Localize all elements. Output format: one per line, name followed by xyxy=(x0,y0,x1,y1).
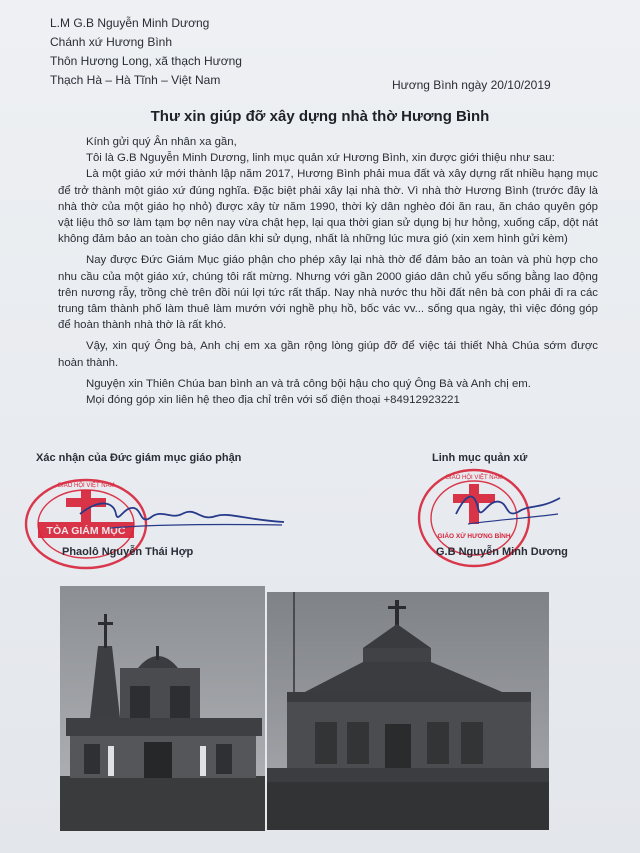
priest-name: G.B Nguyễn Minh Dương xyxy=(436,546,568,558)
priest-caption: Linh mục quản xứ xyxy=(432,452,528,464)
paragraph-1: Là một giáo xứ mới thành lập năm 2017, Hương Bình phải mua đất và xây dựng rất nhiều hạng mục để trở thành một giáo xứ đúng nghĩa. Đặc biệt phải xây lại nhà thờ. Vì nhà thờ Hương Bình (trước đây là nhà thờ của một giáo họ nhỏ) được xây từ năm 1990, thời kỳ dân nghèo đói ăn rau, ăn cháo quyên góp vật liệu thô sơ làm tạm bợ nên nay vừa chật hẹp, lại qua thời gian sử dụng bị hư hỏng, xuống cấp, dột nát không đảm bảo an toàn cho giáo dân khi sử dụng, nhất là những lúc mưa gió (xin xem hình gửi kèm) xyxy=(58,168,598,246)
paragraph-4: Nguyện xin Thiên Chúa ban bình an và trả công bội hậu cho quý Ông Bà và Anh chị em. xyxy=(86,377,531,390)
intro-paragraph: Tôi là G.B Nguyễn Minh Dương, linh mục quản xứ Hương Bình, xin được giới thiệu như sau: xyxy=(86,152,555,165)
bishop-name: Phaolô Nguyễn Thái Hợp xyxy=(62,546,194,558)
bishop-confirmation-caption: Xác nhận của Đức giám mục giáo phận xyxy=(36,452,242,464)
sender-line-2: Chánh xứ Hương Bình xyxy=(50,35,172,49)
church-photo-left-icon xyxy=(60,586,265,831)
dateline: Hương Bình ngày 20/10/2019 xyxy=(392,78,551,92)
letter-body xyxy=(58,134,598,408)
greeting: Kính gửi quý Ân nhân xa gần, xyxy=(86,136,237,148)
seal-left-ring: GIÁO HỘI VIỆT NAM xyxy=(57,483,115,489)
letter-title: Thư xin giúp đỡ xây dựng nhà thờ Hương Bình xyxy=(150,108,490,125)
paragraph-3: Vậy, xin quý Ông bà, Anh chị em xa gần rộng lòng giúp đỡ để việc tái thiết Nhà Chúa sớm được hoàn thành. xyxy=(58,340,598,369)
sender-address xyxy=(50,14,242,90)
seal-right-text: GIÁO XỨ HƯƠNG BÌNH xyxy=(437,533,511,540)
paragraph-5: Mọi đóng góp xin liên hệ theo địa chỉ trên với số điện thoại +84912923221 xyxy=(86,394,460,407)
paragraph-2: Nay được Đức Giám Mục giáo phận cho phép xây lại nhà thờ để đảm bảo an toàn và phù hợp cho nhu cầu của một giáo xứ, chúng tôi rất mừng. Nhưng với gần 2000 giáo dân chủ yếu sống bằng lao động trên nương rẫy, trồng chè trên đồi núi lợi tức rất thấp. Nay nhà nước thu hồi đất nên bà con phải đi ra các trung tâm thành phố làm thuê làm mướn với nghề phụ hồ, bốc vác vv... sống qua ngày, thì việc đóng góp để hoàn thành nhà thờ là rất khó. xyxy=(58,254,598,332)
seal-right-ring: GIÁO HỘI VIỆT NAM xyxy=(445,475,503,481)
seal-left-text: TÒA GIÁM MỤC xyxy=(46,525,126,537)
church-photo-right-icon xyxy=(267,592,549,830)
sender-line-4: Thạch Hà – Hà Tĩnh – Việt Nam xyxy=(50,73,221,87)
priest-signature-icon xyxy=(448,484,568,532)
sender-line-3: Thôn Hương Long, xã thạch Hương xyxy=(50,54,242,68)
bishop-signature-icon xyxy=(70,494,290,534)
sender-line-1: L.M G.B Nguyễn Minh Dương xyxy=(50,16,210,30)
